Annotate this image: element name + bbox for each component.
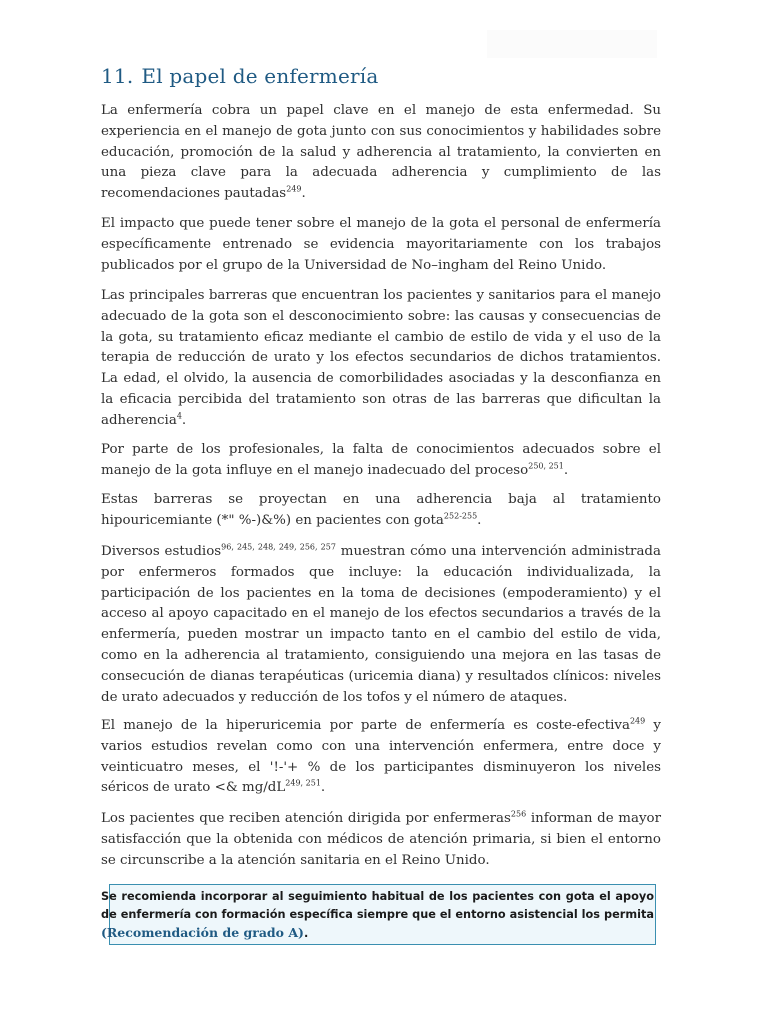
paragraph-6: Diversos estudios$^{96, 245, 248, 249, 256, 257}$ muestran cómo una intervención administrada por enfermeros formados que incluye: la educación individualizada, la participación de los pacientes en la toma de decisiones (empoderamiento) y el acceso al apoyo capacitado en el manejo de los efectos secundarios a través de la enfermería, pueden mostrar un impacto tanto en el cambio del estilo de vida, como en la adherencia al tratamiento, consiguiendo una mejora en las tasas de consecución de dianas terapéuticas (uricemia diana) y resultados clínicos: niveles de urato adecuados y reducción de los tofos y el número de ataques. [101,542,661,705]
citation: 96, 245, 248, 249, 256, 257 [221,542,336,552]
paragraph-8: Los pacientes que reciben atención dirigida por enfermeras$^{256}$ informan de mayor satisfacción que la obtenida con médicos de atención primaria, si bien el entorno se circunscribe a la atención sanitaria en el Reino Unido. [101,809,662,868]
citation: 256 [510,809,527,819]
header-blank-area [487,30,657,58]
recommendation-grade: (Recomendación de grado A) [101,925,304,940]
section-number: 11. [101,64,134,88]
citation: 252-255 [443,511,478,521]
paragraph-3: Las principales barreras que encuentran los pacientes y sanitarios para el manejo adecuado de la gota son el desconocimiento sobre: las causas y consecuencias de la gota, su tratamiento eficaz mediante el cambio de estilo de vida y el uso de la terapia de reducción de urato y los efectos secundarios de dichos tratamientos. La edad, el olvido, la ausencia de comorbilidades asociadas y la desconfianza en la eficacia percibida del tratamiento son otras de las barreras que dificultan la adherencia$^4$. [101,288,661,428]
section-title: El papel de enfermería [141,64,379,88]
citation: 249, 251 [285,778,321,788]
citation: 250, 251 [528,461,564,471]
paragraph-7: El manejo de la hiperuricemia por parte de enfermería es coste-efectiva$^{249}$ y varios estudios revelan como con una intervención enfermera, entre doce y veinticuatro meses, el '!-'+ % de los participantes disminuyeron los niveles séricos de urato <& mg/dL$^{249, 251}$. [101,716,661,796]
paragraph-4: Por parte de los profesionales, la falta de conocimientos adecuados sobre el manejo de la gota influye en el manejo inadecuado del proceso$^{250, 251}$. [101,442,661,478]
paragraph-2: El impacto que puede tener sobre el manejo de la gota el personal de enfermería específicamente entrenado se evidencia mayoritariamente con los trabajos publicados por el grupo de la Universidad de No–ingham del Reino Unido. [101,216,661,273]
paragraph-1: La enfermería cobra un papel clave en el manejo de esta enfermedad. Su experiencia en el manejo de gota junto con sus conocimientos y habilidades sobre educación, promoción de la salud y adherencia al tratamiento, la convierten en una pieza clave para la adecuada adherencia y cumplimiento de las recomendaciones pautadas$^{249}$. [101,103,661,202]
citation: 249 [286,184,302,194]
citation: 4 [176,411,182,421]
citation: 249 [629,716,646,726]
recommendation-text: Se recomienda incorporar al seguimiento habitual de los pacientes con gota el apoyo de enfermería con formación específica siempre que el entorno asistencial los permita (Recomendación de grado A). [101,890,654,940]
paragraph-5: Estas barreras se proyectan en una adherencia baja al tratamiento hipouricemiante (*" %-)&%) en pacientes con gota$^{252-255}$. [101,492,661,528]
section-heading [101,64,379,88]
